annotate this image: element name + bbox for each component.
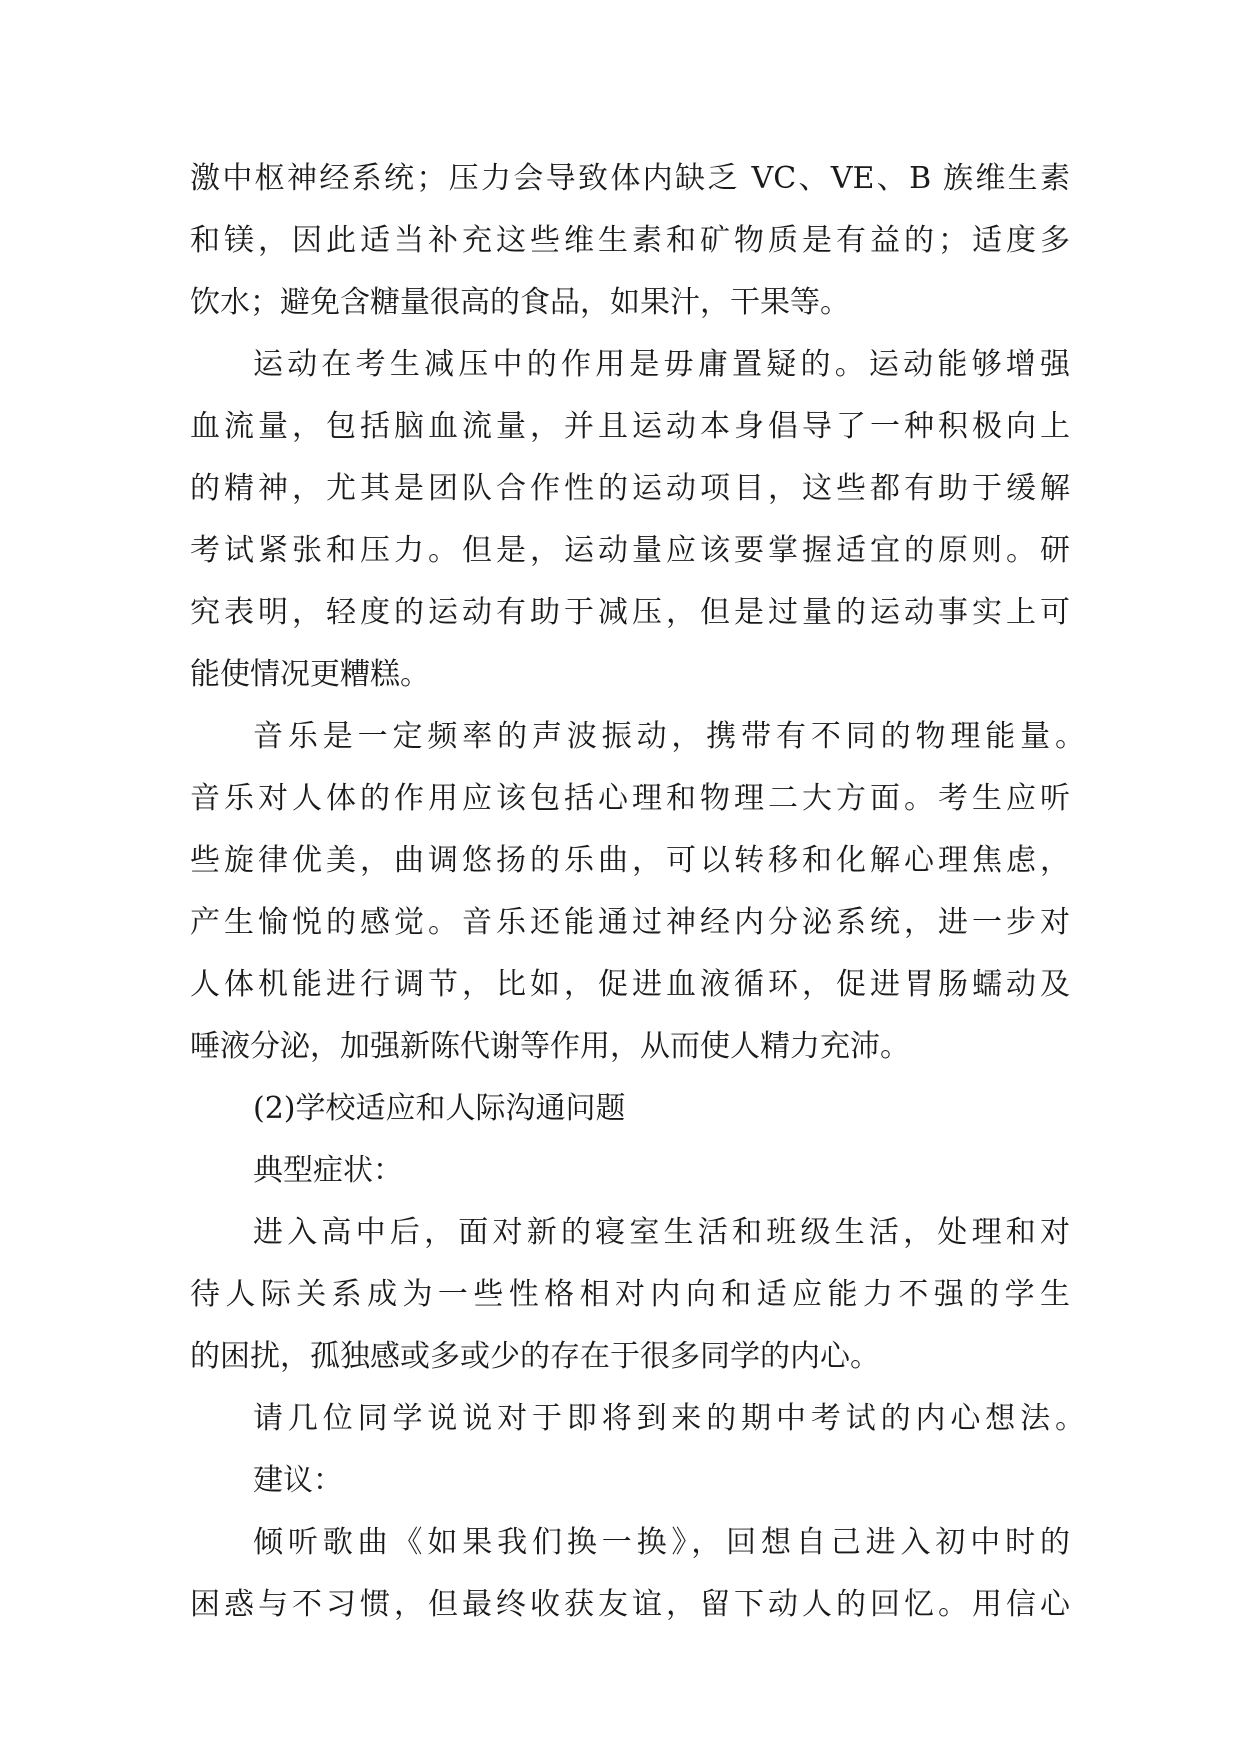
text-line: 倾听歌曲《如果我们换一换》，回想自己进入初中时的 <box>253 1525 1070 1560</box>
text-line: 困惑与不习惯，但最终收获友谊，留下动人的回忆。用信心 <box>190 1587 1070 1622</box>
subheading: 建议： <box>253 1463 343 1498</box>
text-line: 唾液分泌，加强新陈代谢等作用，从而使人精力充沛。 <box>190 1029 910 1064</box>
text-line: 产生愉悦的感觉。音乐还能通过神经内分泌系统，进一步对 <box>190 905 1070 940</box>
text-line: 考试紧张和压力。但是，运动量应该要掌握适宜的原则。研 <box>190 533 1070 568</box>
section-heading: (2)学校适应和人际沟通问题 <box>253 1091 626 1126</box>
text-line: 音乐对人体的作用应该包括心理和物理二大方面。考生应听 <box>190 781 1070 816</box>
text-line: 究表明，轻度的运动有助于减压，但是过量的运动事实上可 <box>190 595 1070 630</box>
subheading: 典型症状： <box>253 1153 403 1188</box>
text-line: 的精神，尤其是团队合作性的运动项目，这些都有助于缓解 <box>190 471 1070 506</box>
text-line: 血流量，包括脑血流量，并且运动本身倡导了一种积极向上 <box>190 409 1070 444</box>
text-line: 待人际关系成为一些性格相对内向和适应能力不强的学生 <box>190 1277 1070 1312</box>
text-line: 和镁，因此适当补充这些维生素和矿物质是有益的；适度多 <box>190 223 1070 258</box>
text-line: 运动在考生减压中的作用是毋庸置疑的。运动能够增强 <box>253 347 1070 382</box>
text-line: 些旋律优美，曲调悠扬的乐曲，可以转移和化解心理焦虑， <box>190 843 1070 878</box>
text-line: 的困扰，孤独感或多或少的存在于很多同学的内心。 <box>190 1339 880 1374</box>
text-line: 激中枢神经系统；压力会导致体内缺乏 VC、VE、B 族维生素 <box>190 161 1070 196</box>
text-line: 音乐是一定频率的声波振动，携带有不同的物理能量。 <box>253 719 1085 754</box>
text-line: 饮水；避免含糖量很高的食品，如果汁，干果等。 <box>190 285 850 320</box>
text-line: 人体机能进行调节，比如，促进血液循环，促进胃肠蠕动及 <box>190 967 1070 1002</box>
text-line: 能使情况更糟糕。 <box>190 657 430 692</box>
text-line: 请几位同学说说对于即将到来的期中考试的内心想法。 <box>253 1401 1085 1436</box>
text-line: 进入高中后，面对新的寝室生活和班级生活，处理和对 <box>253 1215 1070 1250</box>
